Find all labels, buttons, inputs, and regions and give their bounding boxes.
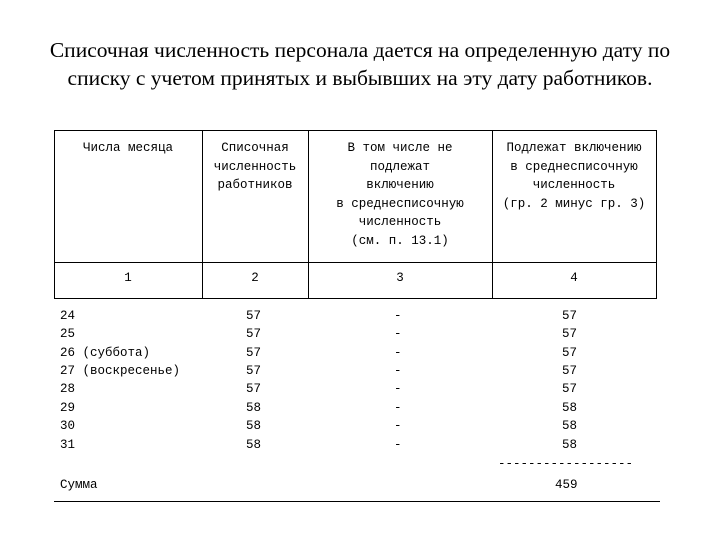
row-total: 58	[246, 401, 262, 415]
header-included: Подлежат включению в среднесписочную численность (гр. 2 минус гр. 3)	[502, 141, 646, 211]
row-day: 29	[60, 401, 76, 415]
column-number-2: 2	[251, 271, 259, 285]
slide-title: Списочная численность персонала дается на определенную дату по списку с учетом принятых и выбывших на эту дату работников.	[49, 38, 671, 90]
row-total: 58	[246, 438, 262, 452]
sum-value: 459	[555, 478, 578, 492]
table-bottom-border	[54, 298, 657, 299]
row-total: 57	[246, 327, 262, 341]
sum-separator: ------------------	[498, 457, 634, 471]
row-included: 57	[562, 346, 578, 360]
row-excluded: -	[394, 327, 402, 341]
row-included: 57	[562, 327, 578, 341]
row-included: 57	[562, 309, 578, 323]
row-day: 25	[60, 327, 76, 341]
column-number-1: 1	[124, 271, 132, 285]
header-excluded: В том числе не подлежат включению в среднесписочную численность (см. п. 13.1)	[336, 141, 464, 248]
column-number-3: 3	[396, 271, 404, 285]
row-excluded: -	[394, 401, 402, 415]
table-left-border	[54, 130, 55, 299]
header-headcount: Списочная численность работников	[213, 141, 297, 192]
row-total: 58	[246, 419, 262, 433]
row-excluded: -	[394, 309, 402, 323]
row-total: 57	[246, 382, 262, 396]
table-mid-border	[54, 262, 657, 263]
row-day: 24	[60, 309, 76, 323]
row-total: 57	[246, 364, 262, 378]
row-excluded: -	[394, 346, 402, 360]
row-included: 57	[562, 364, 578, 378]
row-day: 26 (суббота)	[60, 346, 151, 360]
row-day: 31	[60, 438, 76, 452]
row-total: 57	[246, 309, 262, 323]
row-excluded: -	[394, 419, 402, 433]
column-number-4: 4	[570, 271, 578, 285]
table-col-divider-3	[492, 130, 493, 299]
table-right-border	[656, 130, 657, 299]
row-included: 58	[562, 438, 578, 452]
bottom-rule	[54, 501, 660, 502]
row-day: 28	[60, 382, 76, 396]
row-total: 57	[246, 346, 262, 360]
row-day: 27 (воскресенье)	[60, 364, 181, 378]
row-excluded: -	[394, 438, 402, 452]
row-included: 57	[562, 382, 578, 396]
row-excluded: -	[394, 364, 402, 378]
header-day: Числа месяца	[82, 141, 173, 155]
table-col-divider-1	[202, 130, 203, 299]
row-included: 58	[562, 419, 578, 433]
row-day: 30	[60, 419, 76, 433]
row-included: 58	[562, 401, 578, 415]
table-top-border	[54, 130, 657, 131]
row-excluded: -	[394, 382, 402, 396]
table-col-divider-2	[308, 130, 309, 299]
sum-label: Сумма	[60, 478, 98, 492]
